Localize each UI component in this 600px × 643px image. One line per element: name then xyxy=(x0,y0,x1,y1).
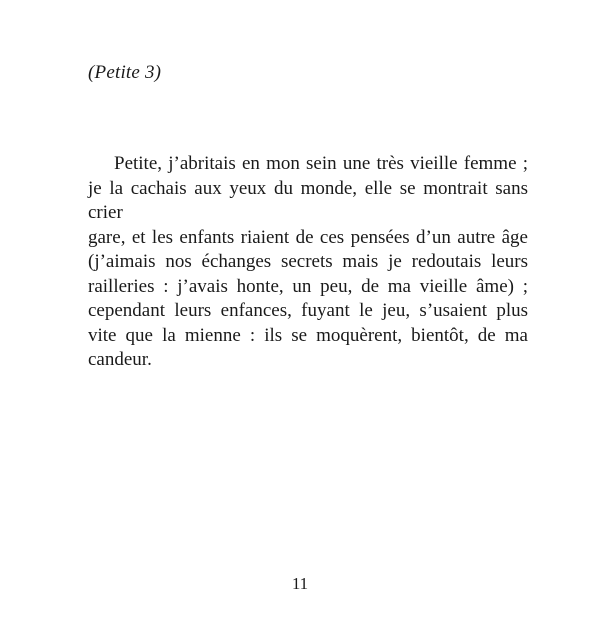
text-line: cependant leurs enfances, fuyant le jeu, s’usaient plus xyxy=(88,300,528,321)
text-line: je la cachais aux yeux du monde, elle se montrait sans crier xyxy=(88,177,528,223)
poem-body xyxy=(88,152,528,373)
text-line: candeur. xyxy=(88,349,152,370)
text-line: railleries : j’avais honte, un peu, de ma vieille âme) ; xyxy=(88,275,528,297)
text-line: vite que la mienne : ils se moquèrent, bientôt, de ma xyxy=(88,324,528,346)
poem-title: (Petite 3) xyxy=(88,62,162,83)
text-line: (j’aimais nos échanges secrets mais je redoutais leurs xyxy=(88,251,528,272)
page-number: 11 xyxy=(291,574,309,593)
text-line: Petite, j’abritais en mon sein une très vieille femme ; xyxy=(114,153,528,174)
text-line: gare, et les enfants riaient de ces pensées d’un autre âge xyxy=(88,226,528,248)
